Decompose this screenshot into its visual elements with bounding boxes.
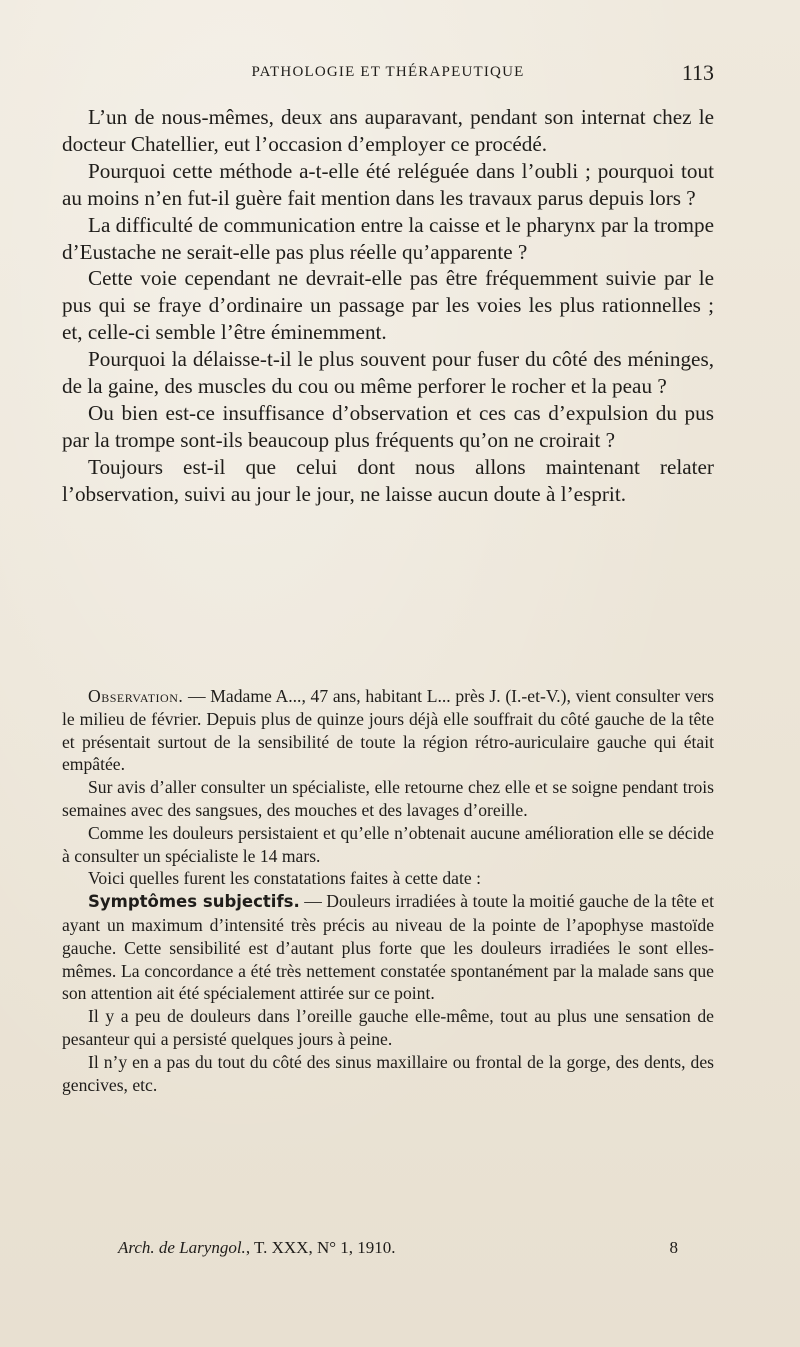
paragraph: La difficulté de communication entre la caisse et le pharynx par la trompe d’Eustache ne serait-elle pas plus réelle qu’apparente ? (62, 212, 714, 264)
page-footer (118, 1238, 678, 1258)
paragraph: Il n’y en a pas du tout du côté des sinus maxillaire ou frontal de la gorge, des dents, des gencives, etc. (62, 1051, 714, 1095)
paragraph: Sur avis d’aller consulter un spécialiste, elle retourne chez elle et se soigne pendant trois semaines avec des sangsues, des mouches et des lavages d’oreille. (62, 777, 714, 820)
symptoms-text: — Douleurs irradiées à toute la moitié gauche de la tête et ayant un maximum d’intensité très précis au niveau de la pointe de l’apophyse mastoïde gauche. Cette sensibilité est d’autant plus forte que les douleurs irradiées le sont elles-mêmes. La concordance a été très nettement constatée spontanément par la malade sans que son attention ait été spécialement attirée sur ce point. (62, 891, 714, 1004)
paragraph: Toujours est-il que celui dont nous allons maintenant relater l’observation, suivi au jour le jour, ne laisse aucun doute à l’esprit. (62, 454, 714, 506)
paragraph: Il y a peu de douleurs dans l’oreille gauche elle-même, tout au plus une sensation de pesanteur qui a persisté quelques jours à peine. (62, 1006, 714, 1049)
journal-volume: , T. XXX, N° 1, 1910. (245, 1238, 396, 1257)
paragraph: Comme les douleurs persistaient et qu’elle n’obtenait aucune amélioration elle se décide à consulter un spécialiste le 14 mars. (62, 822, 714, 866)
page-number: 113 (681, 60, 714, 85)
observation-paragraph (62, 685, 714, 776)
running-title: PATHOLOGIE ET THÉRAPEUTIQUE (251, 64, 525, 80)
symptoms-label: Symptômes subjectifs. (88, 892, 300, 912)
observation-text: — Madame A..., 47 ans, habitant L... près J. (I.-et-V.), vient consulter vers le milieu de février. Depuis plus de quinze jours déjà elle souffrait du côté gauche de la tête et présentait surtout de la sensibilité de toute la région rétro-auriculaire gauche qui était empâtée. (62, 686, 714, 775)
paragraph: L’un de nous-mêmes, deux ans auparavant, pendant son internat chez le docteur Chatellier, eut l’occasion d’employer ce procédé. (62, 105, 714, 156)
journal-reference (118, 1238, 396, 1257)
paragraph: Pourquoi la délaisse-t-il le plus souvent pour fuser du côté des méninges, de la gaine, des muscles du cou ou même perforer le rocher et la peau ? (62, 347, 714, 399)
page-header (62, 60, 714, 88)
observation-label: Observation. (88, 686, 184, 706)
signature-mark: 8 (669, 1238, 678, 1257)
case-report (62, 685, 714, 1096)
paragraph: Pourquoi cette méthode a-t-elle été reléguée dans l’oubli ; pourquoi tout au moins n’en fut-il guère fait mention dans les travaux parus depuis lors ? (62, 158, 714, 210)
paragraph: Ou bien est-ce insuffisance d’observation et ces cas d’expulsion du pus par la trompe sont-ils beaucoup plus fréquents qu’on ne croirait ? (62, 400, 714, 452)
journal-title: Arch. de Laryngol. (118, 1238, 246, 1257)
paragraph: Voici quelles furent les constatations faites à cette date : (88, 868, 481, 889)
main-text (62, 104, 714, 508)
symptoms-paragraph (62, 890, 714, 1005)
paragraph: Cette voie cependant ne devrait-elle pas être fréquemment suivie par le pus qui se fraye d’ordinaire un passage par les voies les plus rationnelles ; et, celle-ci semble l’être éminemment. (62, 266, 714, 345)
